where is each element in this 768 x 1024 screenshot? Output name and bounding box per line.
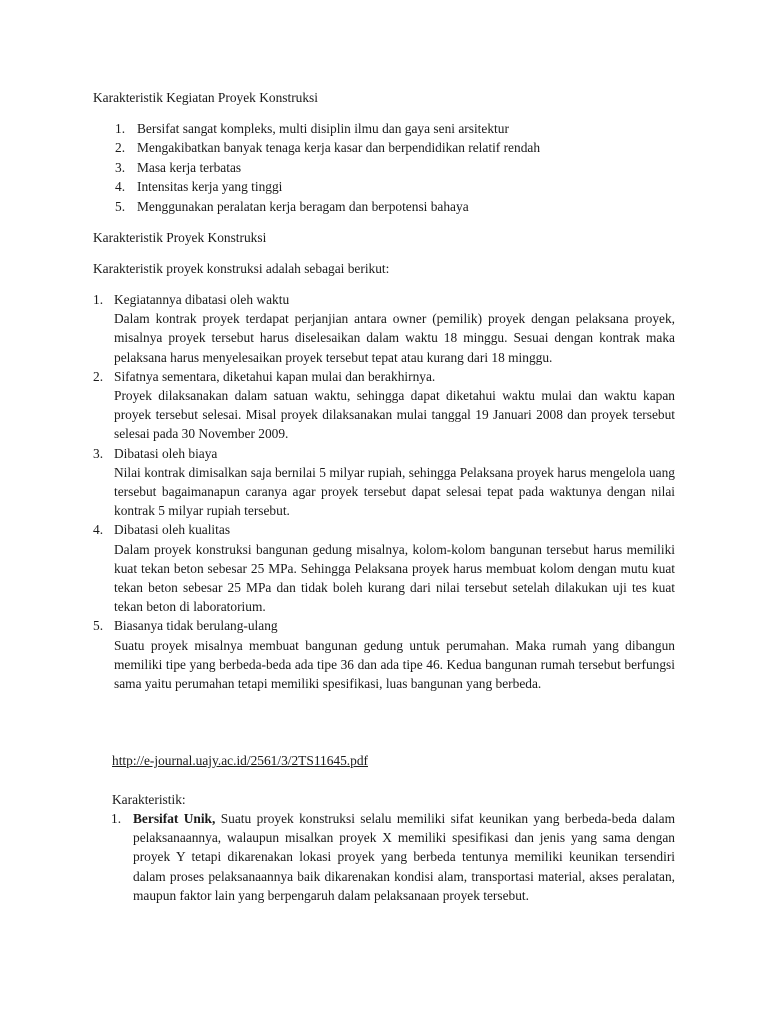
section1-title: Karakteristik Kegiatan Proyek Konstruksi: [93, 90, 318, 105]
source-link[interactable]: http://e-journal.uajy.ac.id/2561/3/2TS11645.pdf: [112, 753, 368, 768]
item-number: 3.: [115, 159, 126, 175]
item-text: Bersifat sangat kompleks, multi disiplin ilmu dan gaya seni arsitektur: [137, 121, 509, 136]
list-item: [93, 616, 675, 693]
item-body: Suatu proyek misalnya membuat bangunan gedung untuk perumahan. Maka rumah yang dibangun memiliki tipe yang berbeda-beda ada tipe 36 dan ada tipe 46. Kedua bangunan rumah tersebut berfungsi sama yaitu perumahan tetapi memiliki spesifikasi, luas bangunan yang berbeda.: [114, 637, 675, 692]
item-text: Intensitas kerja yang tinggi: [137, 179, 283, 195]
list-item: [93, 809, 675, 905]
section3-title: Karakteristik:: [112, 792, 186, 807]
item-number: 5.: [115, 198, 126, 214]
section2-intro: Karakteristik proyek konstruksi adalah sebagai berikut:: [93, 261, 390, 276]
item-number: 1.: [93, 292, 104, 307]
item-text: Suatu proyek konstruksi selalu memiliki sifat keunikan yang berbeda-beda dalam pelaksanaannya, walaupun misalkan proyek X memiliki spesifikasi dan jenis yang sama dengan proyek Y tetapi dikarenakan lokasi proyek yang berbeda tentunya memiliki keunikan tersendiri dalam proses pelaksanaannya baik dikarenakan kondisi alam, transportasi material, akses peralatan, maupun faktor lain yang berpengaruh dalam pelaksanaan proyek tersebut.: [133, 811, 675, 903]
item-number: 2.: [115, 140, 126, 156]
list-item: [93, 444, 675, 521]
list-item: [93, 177, 693, 196]
item-text: Menggunakan peralatan kerja beragam dan berpotensi bahaya: [137, 198, 469, 214]
item-title: Biasanya tidak berulang-ulang: [114, 618, 278, 634]
item-body: Dalam proyek konstruksi bangunan gedung misalnya, kolom-kolom bangunan tersebut harus memiliki kuat tekan beton sebesar 25 MPa. Sehingga Pelaksana proyek harus membuat kolom dengan mutu kuat tekan beton sebesar 25 MPa dan tidak boleh kurang dari nilai tersebut setelah dilakukan uji tes kuat tekan beton di laboratorium.: [114, 541, 675, 615]
item-number: 1.: [115, 121, 126, 136]
item-body: Proyek dilaksanakan dalam satuan waktu, sehingga dapat diketahui waktu mulai dan waktu kapan proyek tersebut selesai. Misal proyek dilaksanakan mulai tanggal 19 Januari 2008 dan proyek tersebut selesai pada 30 November 2009.: [114, 388, 675, 442]
item-body: Nilai kontrak dimisalkan saja bernilai 5 milyar rupiah, sehingga Pelaksana proyek harus mengelola uang tersebut bagaimanapun caranya agar proyek tersebut dapat selesai tepat pada waktunya dengan nilai kontrak 5 milyar rupiah tersebut.: [114, 464, 675, 519]
item-title: Kegiatannya dibatasi oleh waktu: [114, 292, 290, 307]
item-number: 2.: [93, 368, 104, 384]
section3-list: [93, 809, 675, 905]
list-item: [93, 520, 675, 616]
list-item: [93, 138, 693, 157]
list-item: [93, 367, 675, 444]
item-text: Masa kerja terbatas: [137, 159, 242, 175]
item-body: Dalam kontrak proyek terdapat perjanjian antara owner (pemilik) proyek dengan pelaksana proyek, misalnya proyek tersebut harus diselesaikan dalam waktu 18 minggu. Sesuai dengan kontrak maka pelaksana harus menyelesaikan proyek tersebut tepat atau kurang dari 18 minggu.: [114, 311, 675, 365]
section2-title: Karakteristik Proyek Konstruksi: [93, 230, 267, 245]
item-number: 3.: [93, 445, 104, 461]
item-title: Sifatnya sementara, diketahui kapan mulai dan berakhirnya.: [114, 368, 436, 384]
list-item: [93, 197, 693, 216]
item-paragraph: [133, 809, 675, 905]
list-item: [93, 158, 693, 177]
section2-list: [93, 290, 675, 693]
item-bold-term: Bersifat Unik,: [133, 811, 216, 826]
list-item: [93, 119, 693, 138]
section1-list: [93, 119, 693, 216]
item-title: Dibatasi oleh biaya: [114, 445, 218, 461]
item-title: Dibatasi oleh kualitas: [114, 522, 231, 538]
item-text: Mengakibatkan banyak tenaga kerja kasar dan berpendidikan relatif rendah: [137, 140, 541, 156]
item-number: 4.: [115, 179, 126, 195]
list-item: [93, 290, 675, 367]
item-number: 4.: [93, 522, 104, 538]
item-number: 1.: [111, 811, 122, 826]
item-number: 5.: [93, 618, 104, 634]
